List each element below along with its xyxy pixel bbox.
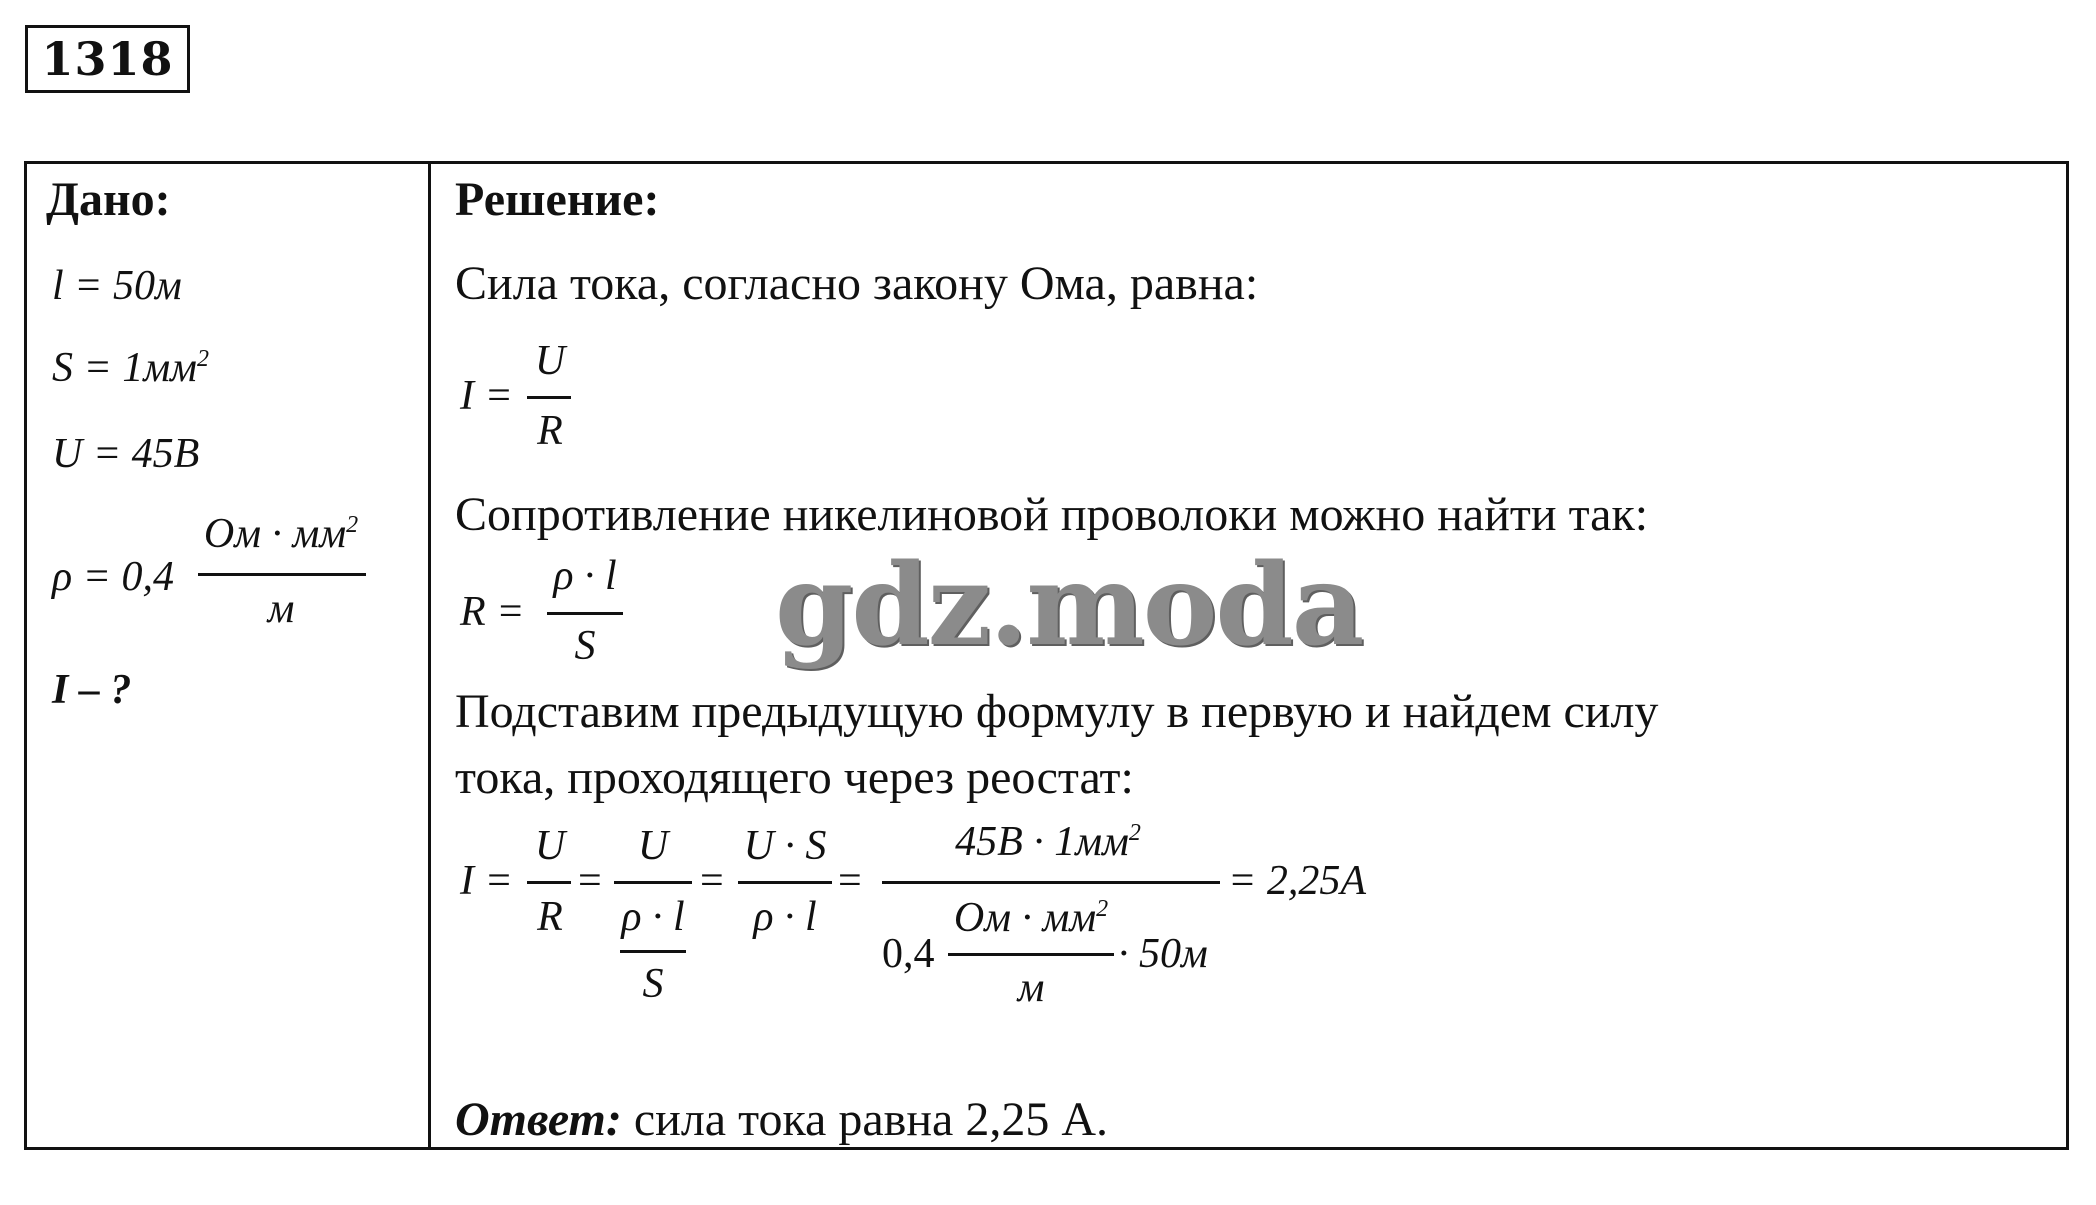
fraction-bar — [527, 396, 571, 399]
given-resistivity-denominator: м — [267, 586, 295, 632]
equals-sign: = — [578, 858, 602, 904]
formula-3-c-numerator: U · S — [743, 823, 827, 869]
formula-3-b-numerator: U — [637, 823, 669, 869]
formula-1-denominator: R — [537, 408, 563, 454]
answer-label: Ответ: — [455, 1093, 622, 1146]
formula-3-d-coefficient: 0,4 — [882, 931, 935, 977]
given-voltage: U = 45В — [52, 431, 200, 477]
fraction-bar — [527, 881, 571, 884]
formula-3-d-inner-denominator: м — [1017, 965, 1045, 1011]
formula-3-a-numerator: U — [534, 823, 566, 869]
given-resistivity-numerator: Ом · $мм^2$ — [203, 511, 359, 557]
fraction-bar — [198, 573, 366, 576]
fraction-bar — [738, 881, 832, 884]
solution-heading: Решение: — [455, 173, 660, 226]
problem-number: 1318 — [25, 25, 190, 93]
given-find: I – ? — [52, 667, 132, 713]
formula-3-d-inner-numerator: Ом · $мм^2$ — [953, 895, 1109, 941]
fraction-bar — [547, 612, 623, 615]
formula-3-a-denominator: R — [537, 894, 563, 940]
fraction-bar — [614, 881, 692, 884]
given-resistivity: ρ = 0,4 — [52, 554, 175, 600]
equals-sign: = — [838, 858, 862, 904]
formula-2-denominator: S — [574, 623, 596, 669]
solution-line-2: Сопротивление никелиновой проволоки можно найти так: — [455, 488, 1649, 541]
fraction-bar — [948, 953, 1114, 956]
formula-3-d-tail: · 50м — [1118, 931, 1208, 977]
answer-line — [455, 1092, 1108, 1147]
fraction-bar — [620, 950, 686, 953]
formula-3-d-numerator: $45В \cdot 1мм^2$ — [955, 819, 1141, 865]
answer-text: сила тока равна 2,25 А. — [621, 1093, 1108, 1146]
given-heading: Дано: — [46, 173, 171, 226]
fraction-bar — [882, 881, 1220, 884]
solution-line-4: тока, проходящего через реостат: — [455, 751, 1134, 804]
formula-3-b-den-denominator: S — [642, 961, 664, 1007]
formula-1-lhs: I = — [460, 373, 513, 419]
formula-3-result: = 2,25А — [1228, 858, 1366, 904]
formula-2-lhs: R = — [460, 589, 525, 635]
column-divider — [428, 161, 431, 1150]
equals-sign: = — [700, 858, 724, 904]
formula-2-numerator: ρ · l — [553, 553, 617, 599]
watermark-logo: gdz.moda — [775, 540, 1363, 671]
formula-3-b-den-numerator: ρ · l — [621, 894, 685, 940]
solution-line-1: Сила тока, согласно закону Ома, равна: — [455, 257, 1259, 310]
formula-3-c-denominator: ρ · l — [753, 894, 817, 940]
given-length: l = 50м — [52, 263, 182, 309]
formula-3-lhs: I = — [460, 858, 513, 904]
given-area: $S = 1мм^2$ — [52, 345, 209, 391]
solution-line-3: Подставим предыдущую формулу в первую и найдем силу — [455, 685, 1659, 738]
formula-1-numerator: U — [534, 338, 566, 384]
